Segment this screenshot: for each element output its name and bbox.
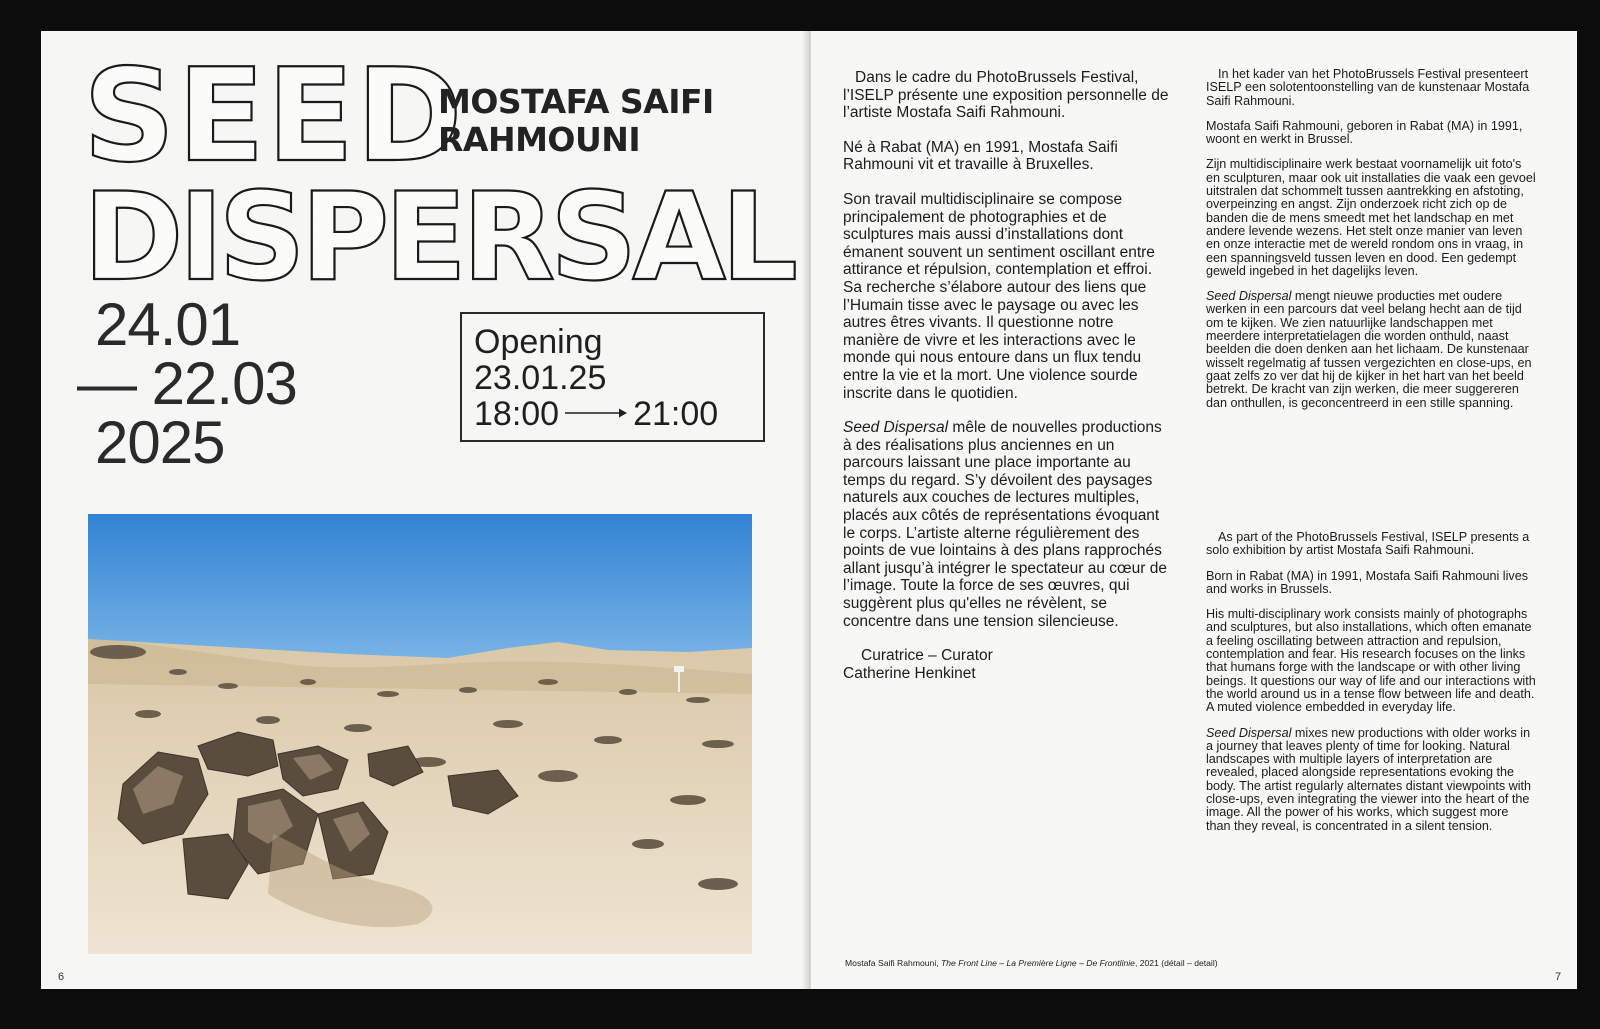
opening-box — [460, 312, 765, 442]
photo-caption: Mostafa Saifi Rahmouni, The Front Line – La Première Ligne – De Frontlinie, 2021 (détail – detail) — [845, 958, 1218, 968]
english-paragraph-2: Born in Rabat (MA) in 1991, Mostafa Saifi Rahmouni lives and works in Brussels. — [1206, 568, 1528, 596]
opening-date: 23.01.25 — [474, 359, 607, 397]
opening-label: Opening — [474, 323, 603, 361]
arrow-right-icon — [565, 407, 627, 419]
english-paragraph-4: Seed Dispersal mixes new productions with older works in a journey that leaves plenty of time for looking. Natural landscapes with multiple layers of interpretation are revealed, placed alongside representations evoking the body. The artist regularly alternates distant viewpoints with close-ups, even integrating the viewer into the heart of the image. All the power of his works, which suggest more than they reveal, is concentrated in a silent tension. — [1206, 725, 1532, 833]
left-page — [41, 31, 807, 989]
artist-name-line-2: RAHMOUNI — [438, 120, 641, 159]
caption-work-title: The Front Line – La Première Ligne – De Frontlinie — [941, 958, 1135, 968]
title-dispersal: DISPERSAL — [83, 167, 794, 308]
title-seed: SEED — [83, 42, 465, 191]
date-year: 2025 — [95, 409, 225, 476]
date-start: 24.01 — [95, 291, 241, 358]
artist-name — [438, 83, 714, 159]
dutch-paragraph-3: Zijn multidisciplinaire werk bestaat voornamelijk uit foto's en sculpturen, maar ook uit installaties die vaak een gevoel uitstralen dat schommelt tussen aantrekking en afstoting, overpeinzing en angst. Zijn onderzoek richt zich op de banden die de mens smeedt met het landschap en met andere levende wezens. Het stelt onze manier van leven en onze interactie met de wereld rondom ons in vraag, in een spanningsveld tussen leven en dood. Een gedempt geweld ingebed in het dagelijks leven. — [1206, 157, 1536, 278]
dutch-paragraph-2: Mostafa Saifi Rahmouni, geboren in Rabat (MA) in 1991, woont en werkt in Brussel. — [1206, 118, 1523, 147]
curator-credit — [843, 647, 1173, 682]
english-paragraph-3: His multi-disciplinary work consists mainly of photographs and sculptures, but also installations, which often emanate a feeling oscillating between attraction and repulsion, contemplation and fear. His research focuses on the links that humans forge with the landscape or with other living beings. It questions our way of life and our interactions with the world around us in a tense flow between life and death. A muted violence embedded in everyday life. — [1206, 607, 1536, 715]
english-paragraph-1: As part of the PhotoBrussels Festival, ISELP presents a solo exhibition by artist Mostafa Saifi Rahmouni. — [1206, 530, 1530, 558]
desert-landscape-photo — [88, 514, 752, 954]
french-paragraph-2: Né à Rabat (MA) en 1991, Mostafa Saifi Rahmouni vit et travaille à Bruxelles. — [843, 138, 1118, 174]
french-work-title: Seed Dispersal — [843, 419, 949, 437]
exhibition-dates — [77, 291, 297, 476]
curator-role: Curatrice – Curator — [861, 647, 993, 665]
page-number-left: 6 — [58, 971, 65, 983]
french-paragraph-3: Son travail multidisciplinaire se compose principalement de photographies et de sculptures mais aussi d’installations dont émanent souvent un sentiment oscillant entre attirance et répulsion, contemplation et effroi. Sa recherche s’élabore autour des liens que l’Humain tisse avec le paysage ou avec les autres êtres vivants. Il questionne notre manière de vivre et les interactions avec le monde qui nous entoure dans un flux tendu entre la vie et la mort. Une violence sourde inscrite dans le quotidien. — [843, 190, 1155, 402]
dutch-work-title: Seed Dispersal — [1206, 289, 1292, 304]
right-page — [811, 31, 1577, 989]
french-paragraph-1: Dans le cadre du PhotoBrussels Festival, l’ISELP présente une exposition personnelle de l’artiste Mostafa Saifi Rahmouni. — [843, 69, 1169, 122]
dutch-paragraph-1: In het kader van het PhotoBrussels Festival presenteert ISELP een solotentoonstelling van de kunstenaar Mostafa Saifi Rahmouni. — [1206, 67, 1530, 108]
opening-time-end: 21:00 — [633, 395, 719, 433]
english-text-column — [1206, 531, 1536, 845]
artist-name-line-1: MOSTAFA SAIFI — [438, 82, 714, 121]
dutch-text-column — [1206, 68, 1536, 422]
opening-time-start: 18:00 — [474, 395, 560, 433]
page-number-right: 7 — [1555, 971, 1562, 983]
dutch-paragraph-4: Seed Dispersal mengt nieuwe producties met oudere werken in een parcours dat veel belang hecht aan de tijd om te kijken. We zien natuurlijke landschappen met meerdere interpretatielagen die worden onthuld, naast beelden die doen denken aan het lichaam. De kunstenaar wisselt regelmatig af tussen vergezichten en close-ups, en gaat zelfs zo ver dat hij de kijker in het hart van het beeld betrekt. De kracht van zijn werken, die meer suggereren dan onthullen, is geconcentreerd in een stille spanning. — [1206, 289, 1532, 410]
opening-time — [474, 396, 751, 432]
curator-name: Catherine Henkinet — [843, 664, 976, 682]
french-text-column — [843, 69, 1173, 682]
english-work-title: Seed Dispersal — [1206, 725, 1292, 740]
date-end: — 22.03 — [77, 350, 297, 417]
french-paragraph-4: Seed Dispersal mêle de nouvelles productions à des réalisations plus anciennes en un parcours laissant une place importante au temps du regard. S’y dévoilent des paysages naturels aux couches de lectures multiples, placés aux côtés de représentations évoquant le corps. L’artiste alterne régulièrement des points de vue lointains à des plans rapprochés allant jusqu’à intégrer le spectateur au cœur de l’image. Toute la force de ses œuvres, qui suggèrent plus qu'elles ne révèlent, se concentre dans une tension silencieuse. — [843, 419, 1167, 630]
